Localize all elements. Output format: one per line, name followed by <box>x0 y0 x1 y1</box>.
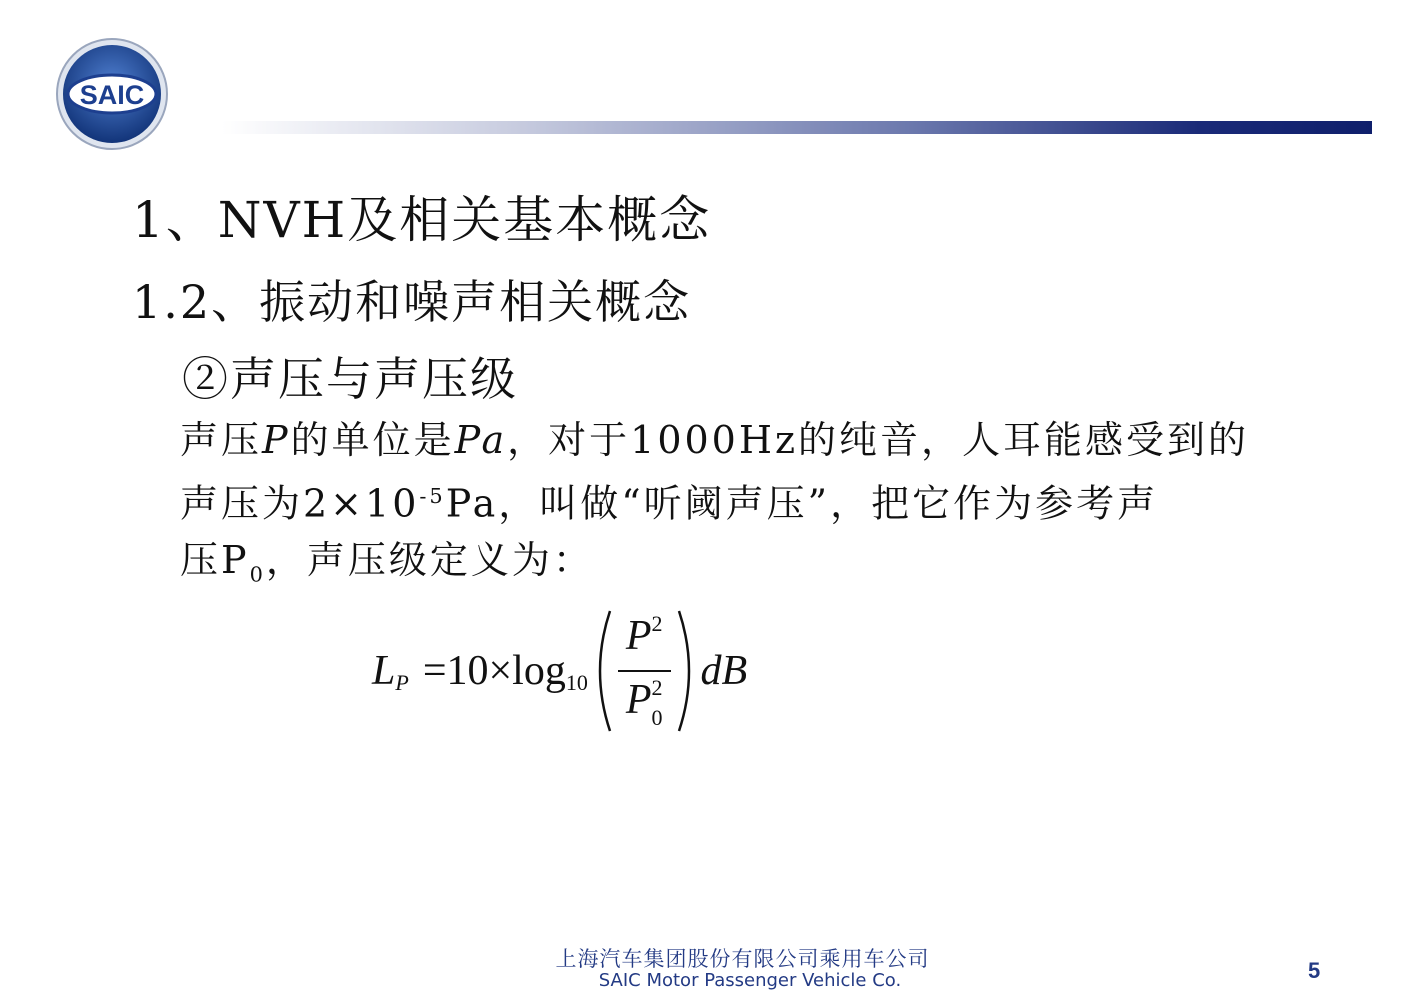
page-number: 5 <box>1308 958 1321 983</box>
subscript: 0 <box>249 562 266 587</box>
left-paren-icon <box>588 607 614 735</box>
text-run: 压P <box>180 537 250 582</box>
section-heading: ②声压与声压级 <box>182 352 518 406</box>
symbol-p: P <box>262 418 291 462</box>
definition-paragraph <box>180 412 1290 602</box>
unit-pa: Pa <box>454 418 508 462</box>
den-symbol: P <box>625 677 652 723</box>
sound-pressure-level-formula <box>372 605 747 737</box>
fraction-denominator <box>618 672 671 734</box>
header-gradient-bar <box>222 121 1372 134</box>
slide-subtitle: 1.2、振动和噪声相关概念 <box>132 275 692 329</box>
paragraph-line-2 <box>180 468 1290 532</box>
formula-operator: =10×log <box>422 648 566 694</box>
num-exponent: 2 <box>651 611 663 636</box>
exponent: -5 <box>419 484 446 508</box>
text-run: 声压 <box>180 418 263 462</box>
num-symbol: P <box>625 613 652 659</box>
footer-company-cn: 上海汽车集团股份有限公司乘用车公司 <box>555 947 930 971</box>
text-run: 声压为2×10 <box>180 481 420 526</box>
slide-title: 1、NVH及相关基本概念 <box>132 191 712 249</box>
paragraph-line-1 <box>180 412 1290 468</box>
text-run: Pa，叫做“听阈声压”，把它作为参考声 <box>445 481 1159 526</box>
formula-log-base: 10 <box>565 670 588 695</box>
footer-company-en: SAIC Motor Passenger Vehicle Co. <box>598 970 902 991</box>
formula-fraction <box>618 608 671 734</box>
den-subscript: 0 <box>651 705 663 730</box>
formula-unit: dB <box>700 648 748 694</box>
text-run: 的单位是 <box>290 418 455 462</box>
paragraph-line-3 <box>180 532 1290 603</box>
formula-lhs-subscript: P <box>395 670 409 695</box>
den-exponent: 2 <box>651 675 663 700</box>
text-run: ，对于1000Hz的纯音，人耳能感受到的 <box>507 418 1250 462</box>
right-paren-icon <box>675 607 701 735</box>
text-run: ，声压级定义为： <box>265 537 594 582</box>
logo-text: SAIC <box>79 80 145 110</box>
saic-logo <box>54 36 170 152</box>
formula-lhs: L <box>372 648 396 694</box>
fraction-numerator <box>618 608 671 670</box>
saic-logo-icon <box>54 36 170 152</box>
